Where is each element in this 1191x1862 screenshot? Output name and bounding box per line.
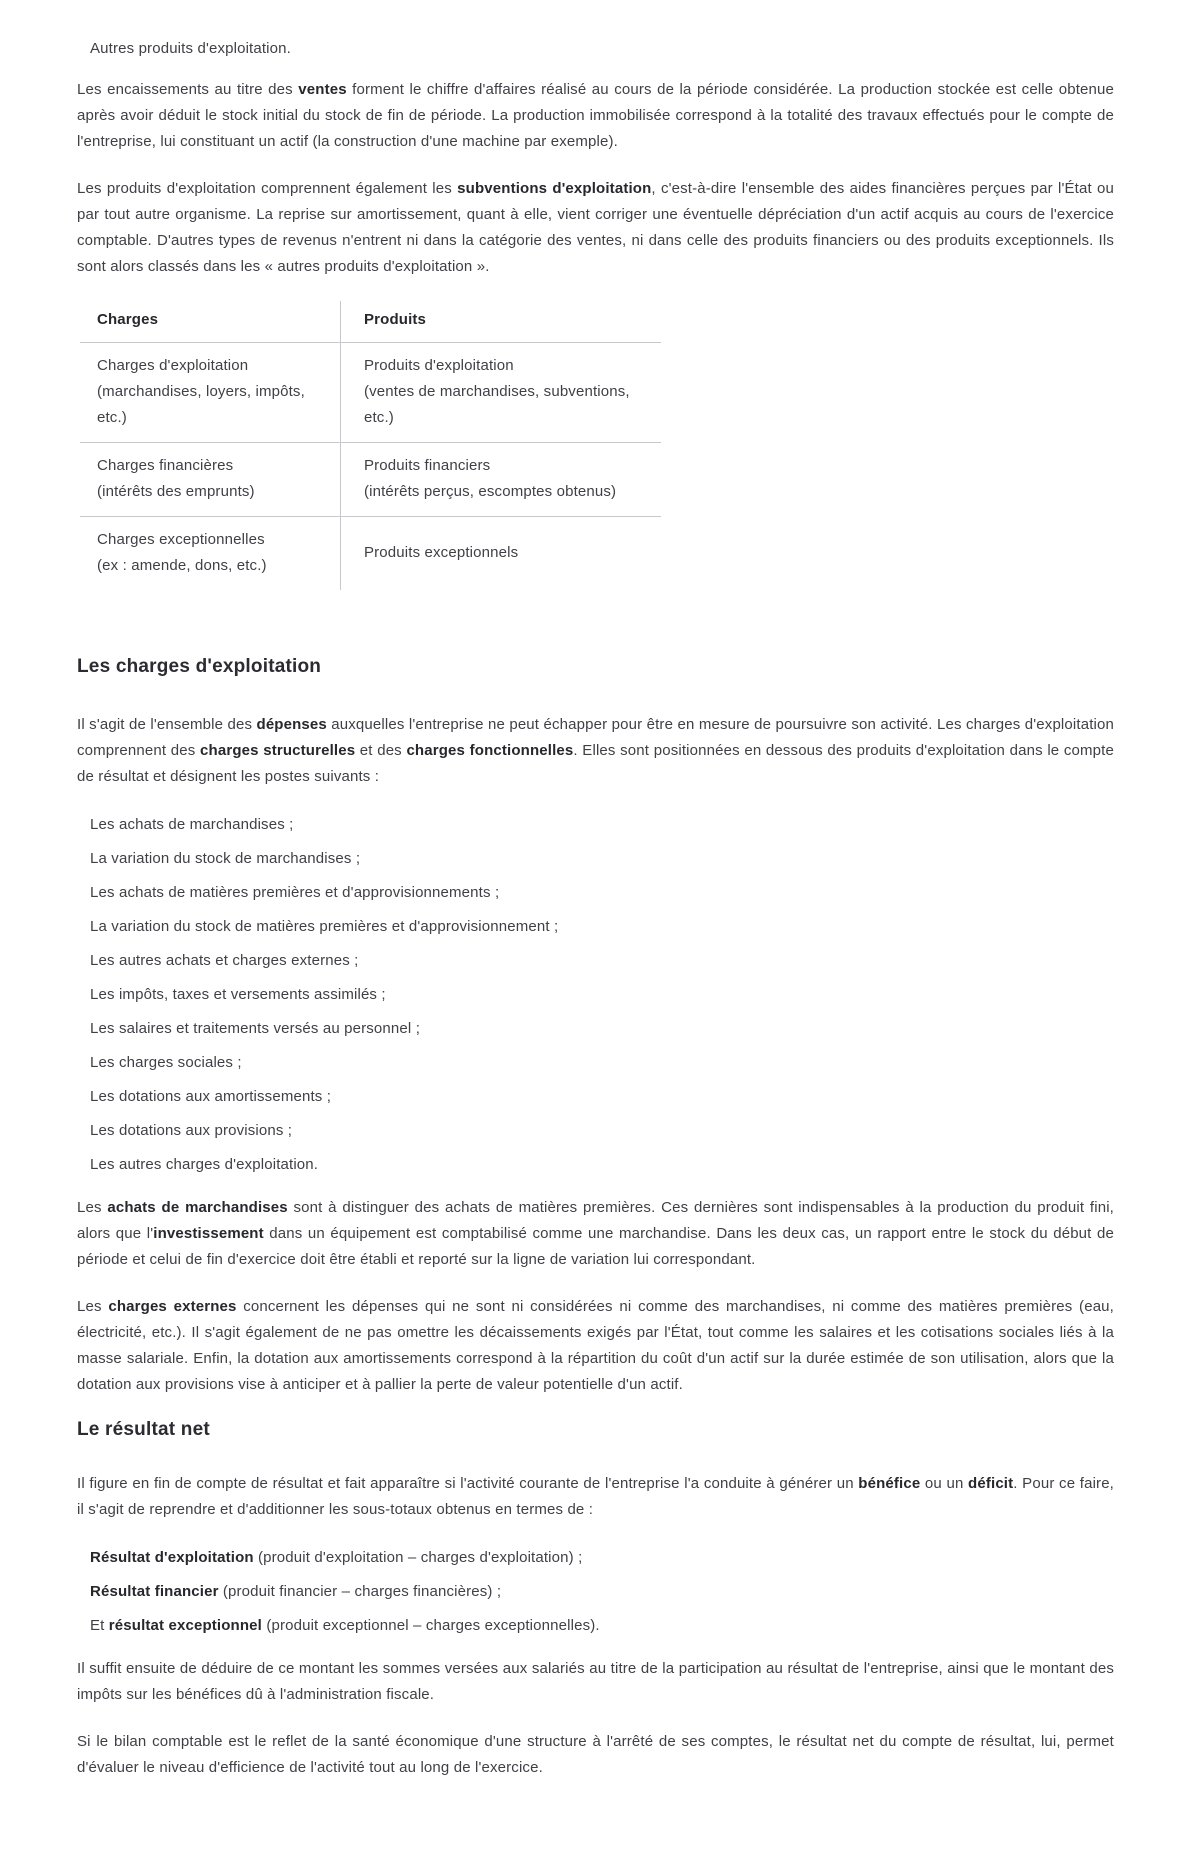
paragraph-bilan-comptable xyxy=(77,1729,1114,1781)
text-segment: Si le bilan comptable est le reflet de la santé économique d'une structure à l'arrêté de ses comptes, le résultat net du compte de résultat, lui, permet d'évaluer le niveau d'efficience de l'activité tout au long de l'exercice. xyxy=(77,1733,1114,1776)
text-segment: . Elles sont positionnées en dessous des produits d'exploitation dans le compte de résultat et désignent les postes suivants : xyxy=(77,742,1114,785)
column-header-charges: Charges xyxy=(80,301,341,343)
table-row-exceptionnel xyxy=(80,517,661,591)
cell-line: (marchandises, loyers, impôts, etc.) xyxy=(97,383,305,426)
bold-text-segment: subventions d'exploitation xyxy=(457,180,652,197)
list-item: Les autres achats et charges externes ; xyxy=(90,952,359,969)
paragraph-participation-impots xyxy=(77,1656,1114,1708)
charges-produits-table xyxy=(80,301,661,590)
bold-text-segment: déficit xyxy=(968,1475,1014,1492)
table-cell-produits-exploitation xyxy=(341,343,662,443)
list-item: Autres produits d'exploitation. xyxy=(90,40,291,57)
table-row-exploitation xyxy=(80,343,661,443)
list-item: Les dotations aux provisions ; xyxy=(90,1122,293,1139)
text-segment: (produit financier – charges financières) ; xyxy=(218,1583,502,1600)
bold-text-segment: investissement xyxy=(153,1225,264,1242)
cell-line: Produits financiers xyxy=(364,457,491,474)
table-cell-charges-exploitation xyxy=(80,343,341,443)
paragraph-achats-marchandises xyxy=(77,1195,1114,1273)
bold-text-segment: charges externes xyxy=(108,1298,237,1315)
text-segment: et des xyxy=(355,742,407,759)
list-item: Les salaires et traitements versés au personnel ; xyxy=(90,1020,421,1037)
table-cell-charges-exceptionnelles xyxy=(80,517,341,591)
table-cell-produits-exceptionnels xyxy=(341,517,662,591)
text-segment: concernent les dépenses qui ne sont ni considérées ni comme des marchandises, ni comme des matières premières (eau, électricité, etc.). Il s'agit également de ne pas omettre les décaissements exigés par l'État, tout comme les salaires et les cotisations sociales liés à la masse salariale. Enfin, la dotation aux amortissements correspond à la répartition du coût d'un actif sur la durée estimée de son utilisation, alors que la dotation aux provisions vise à anticiper et à pallier la perte de valeur potentielle d'un actif. xyxy=(77,1298,1114,1393)
paragraph-charges-externes xyxy=(77,1294,1114,1398)
bold-text-segment: Résultat financier xyxy=(90,1583,219,1600)
section-title-charges-exploitation: Les charges d'exploitation xyxy=(77,656,322,677)
list-item: Les charges sociales ; xyxy=(90,1054,242,1071)
cell-line: Charges exceptionnelles xyxy=(97,531,265,548)
table-header-row xyxy=(80,301,661,343)
table-row-financier xyxy=(80,443,661,517)
bold-text-segment: ventes xyxy=(298,81,347,98)
text-segment: (produit d'exploitation – charges d'exploitation) ; xyxy=(253,1549,583,1566)
text-segment: forment le chiffre d'affaires réalisé au cours de la période considérée. La production stockée est celle obtenue après avoir déduit le stock initial du stock de fin de période. La production immobilisée correspond à la totalité des travaux effectués pour le compte de l'entreprise, lui constituant un actif (la construction d'une machine par exemple). xyxy=(77,81,1114,150)
text-segment: sont à distinguer des achats de matières premières. Ces dernières sont indispensables à la production du produit fini, alors que l' xyxy=(77,1199,1114,1242)
resultat-list xyxy=(77,1545,1114,1639)
bold-text-segment: bénéfice xyxy=(858,1475,921,1492)
list-item: Les impôts, taxes et versements assimilés ; xyxy=(90,986,386,1003)
list-item: Les autres charges d'exploitation. xyxy=(90,1156,319,1173)
text-segment: Les xyxy=(77,1199,108,1216)
cell-line: (intérêts perçus, escomptes obtenus) xyxy=(364,483,617,500)
text-segment: (produit exceptionnel – charges exceptionnelles). xyxy=(262,1617,600,1634)
section-title-resultat-net: Le résultat net xyxy=(77,1419,210,1440)
text-segment: Il figure en fin de compte de résultat et fait apparaître si l'activité courante de l'entreprise l'a conduite à générer un xyxy=(77,1475,859,1492)
list-item: Les achats de marchandises ; xyxy=(90,816,294,833)
table-cell-produits-financiers xyxy=(341,443,662,517)
paragraph-benefice-deficit xyxy=(77,1471,1114,1523)
text-segment: dans un équipement est comptabilisé comme une marchandise. Dans les deux cas, un rapport entre le stock du début de période et celui de fin d'exercice doit être établi et reporté sur la ligne de variation lui correspondant. xyxy=(77,1225,1114,1268)
bold-text-segment: résultat exceptionnel xyxy=(108,1617,262,1634)
text-segment: , c'est-à-dire l'ensemble des aides financières perçues par l'État ou par tout autre organisme. La reprise sur amortissement, quant à elle, vient corriger une éventuelle dépréciation d'un actif acquis au cours de l'exercice comptable. D'autres types de revenus n'entrent ni dans la catégorie des ventes, ni dans celle des produits financiers ou des produits exceptionnels. Ils sont alors classés dans les « autres produits d'exploitation ». xyxy=(77,180,1115,275)
text-segment: Les produits d'exploitation comprennent également les xyxy=(77,180,458,197)
cell-line: Produits d'exploitation xyxy=(364,357,514,374)
bold-text-segment: Résultat d'exploitation xyxy=(90,1549,254,1566)
text-segment: Il s'agit de l'ensemble des xyxy=(77,716,257,733)
text-segment: Et xyxy=(90,1617,109,1634)
cell-line: Charges d'exploitation xyxy=(97,357,249,374)
text-segment: Les xyxy=(77,1298,109,1315)
text-segment: auxquelles l'entreprise ne peut échapper pour être en mesure de poursuivre son activité. Les charges d'exploitation comprennent des xyxy=(77,716,1114,759)
column-header-produits: Produits xyxy=(341,301,662,343)
bold-text-segment: charges fonctionnelles xyxy=(406,742,574,759)
list-item: Les dotations aux amortissements ; xyxy=(90,1088,332,1105)
paragraph-depenses xyxy=(77,712,1114,790)
text-segment: . Pour ce faire, il s'agit de reprendre et d'additionner les sous-totaux obtenus en termes de : xyxy=(77,1475,1115,1518)
paragraph-subventions xyxy=(77,176,1114,280)
cell-line: Produits exceptionnels xyxy=(364,544,519,561)
cell-line: Charges financières xyxy=(97,457,234,474)
text-segment: Les encaissements au titre des xyxy=(77,81,299,98)
table-cell-charges-financieres xyxy=(80,443,341,517)
list-item xyxy=(90,1545,1114,1571)
list-item xyxy=(90,1579,1114,1605)
text-segment: ou un xyxy=(920,1475,969,1492)
cell-line: (ventes de marchandises, subventions, etc.) xyxy=(364,383,630,426)
bold-text-segment: charges structurelles xyxy=(200,742,356,759)
list-item: La variation du stock de matières premières et d'approvisionnement ; xyxy=(90,918,559,935)
list-item: La variation du stock de marchandises ; xyxy=(90,850,361,867)
bold-text-segment: achats de marchandises xyxy=(107,1199,288,1216)
cell-line: (intérêts des emprunts) xyxy=(97,483,255,500)
list-item: Les achats de matières premières et d'approvisionnements ; xyxy=(90,884,500,901)
paragraph-ventes xyxy=(77,77,1114,155)
cell-line: (ex : amende, dons, etc.) xyxy=(97,557,267,574)
text-segment: Il suffit ensuite de déduire de ce montant les sommes versées aux salariés au titre de la participation au résultat de l'entreprise, ainsi que le montant des impôts sur les bénéfices dû à l'administration fiscale. xyxy=(77,1660,1114,1703)
list-item xyxy=(90,1613,1114,1639)
charges-list xyxy=(77,812,1114,1178)
bold-text-segment: dépenses xyxy=(256,716,327,733)
